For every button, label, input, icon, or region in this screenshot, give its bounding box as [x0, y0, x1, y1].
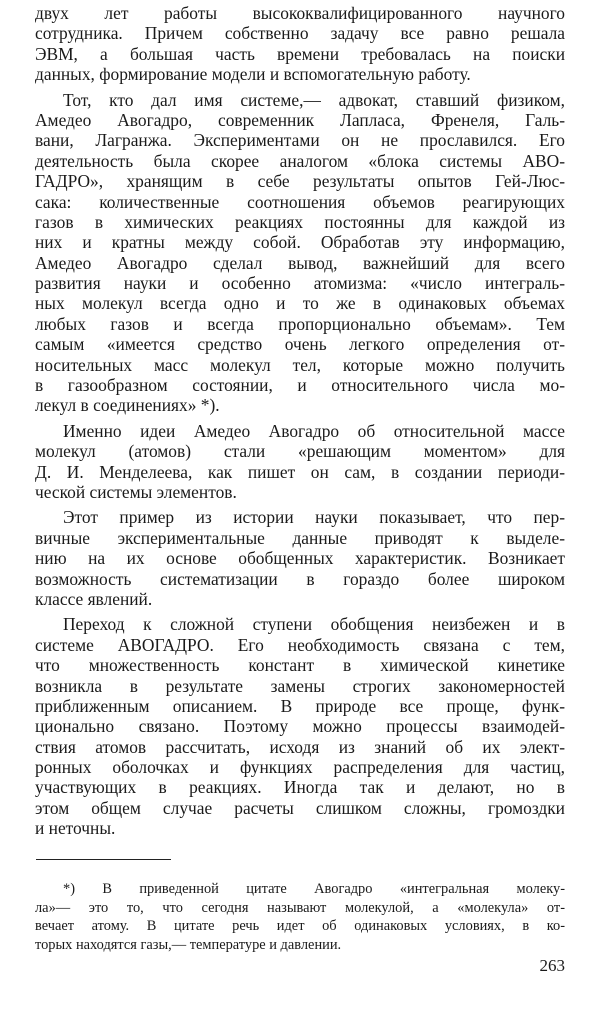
text-line: нию на их основе обобщенных характеристик. Возникает	[35, 548, 565, 569]
text-line: ционально связано. Поэтому можно процессы взаимодей-	[35, 716, 565, 737]
text-line: газов в химических реакциях постоянны для каждой из	[35, 211, 565, 232]
text-line: сака: количественные соотношения объемов реагирующих	[35, 191, 565, 212]
text-line: самым «имеется средство очень легкого определения от-	[35, 334, 565, 355]
text-line: любых газов и всегда пропорционально объемам». Тем	[35, 313, 565, 334]
text-line: ствия атомов рассчитать, исходя из знаний об их элект-	[35, 736, 565, 757]
text-line: лекул в соединениях» *).	[35, 395, 220, 416]
text-line: приближенным описанием. В природе все проще, функ-	[35, 695, 565, 716]
text-line: ГАДРО», хранящим в себе результаты опытов Гей-Люс-	[35, 171, 565, 192]
text-line: носительных масс молекул тел, которые можно получить	[35, 354, 565, 375]
text-line: системе АВОГАДРО. Его необходимость связана с тем,	[35, 634, 565, 655]
footnote-divider	[36, 859, 171, 860]
text-line: *) В приведенной цитате Авогадро «интегральная молеку-	[63, 881, 565, 897]
text-line: вечает атому. В цитате речь идет об одинаковых условиях, в ко-	[35, 918, 565, 935]
text-line: ческой системы элементов.	[35, 481, 237, 502]
paragraph	[35, 90, 565, 416]
text-line: участвующих в реакциях. Иногда так и делают, но в	[35, 777, 565, 798]
text-line: и неточны.	[35, 818, 116, 839]
paragraph	[35, 614, 565, 838]
text-line: Этот пример из истории науки показывает, что пер-	[63, 507, 565, 528]
text-line: что множественность констант в химической кинетике	[35, 655, 565, 676]
text-line: Именно идеи Амедео Авогадро об относительной массе	[63, 420, 565, 441]
text-line: двух лет работы высококвалифицированного научного	[35, 3, 565, 23]
text-line: возникла в результате замены строгих закономерностей	[35, 675, 565, 696]
text-line: Д. И. Менделеева, как пишет он сам, в создании периоди-	[35, 461, 565, 482]
text-line: развития науки и особенно атомизма: «число интеграль-	[35, 273, 565, 294]
text-line: Переход к сложной ступени обобщения неизбежен и в	[63, 614, 565, 635]
text-line: торых находятся газы,— температуре и давлении.	[35, 936, 342, 953]
text-line: вани, Лагранжа. Экспериментами он не прославился. Его	[35, 130, 565, 151]
text-line: классе явлений.	[35, 588, 153, 609]
text-line: данных, формирование модели и вспомогательную работу.	[35, 64, 471, 85]
text-line: Амедео Авогадро, современник Лапласа, Френеля, Галь-	[35, 109, 565, 130]
paragraph	[35, 3, 565, 85]
text-line: ла»— это то, что сегодня называют молекулой, а «молекула» от-	[35, 899, 565, 916]
text-line: ронных оболочках и функциях распределения для частиц,	[35, 757, 565, 778]
text-line: этом общем случае расчеты слишком сложны, громоздки	[35, 797, 565, 818]
page-number: 263	[539, 956, 565, 975]
footnote	[35, 880, 565, 959]
text-line: в газообразном состоянии, и относительного числа мо-	[35, 375, 565, 396]
text-line: сотрудника. Причем собственно задачу все равно решала	[35, 23, 565, 44]
text-line: ЭВМ, а большая часть времени требовалась на поиски	[35, 43, 565, 64]
footnote-text	[35, 880, 565, 954]
paragraph	[35, 507, 565, 609]
text-line: Амедео Авогадро сделал вывод, важнейший для всего	[35, 252, 565, 273]
paragraph	[35, 421, 565, 503]
text-line: ных молекул всегда одно и то же в одинаковых объемах	[35, 293, 565, 314]
text-line: молекул (атомов) стали «решающим моментом» для	[35, 441, 565, 462]
text-line: Тот, кто дал имя системе,— адвокат, ставший физиком,	[63, 89, 565, 110]
text-line: возможность систематизации в гораздо более широком	[35, 568, 565, 589]
main-text	[35, 3, 565, 844]
text-line: деятельность была скорее аналогом «блока системы АВО-	[35, 150, 565, 171]
text-line: вичные экспериментальные данные приводят к выделе-	[35, 527, 565, 548]
text-line: них и кратны между собой. Обработав эту информацию,	[35, 232, 565, 253]
